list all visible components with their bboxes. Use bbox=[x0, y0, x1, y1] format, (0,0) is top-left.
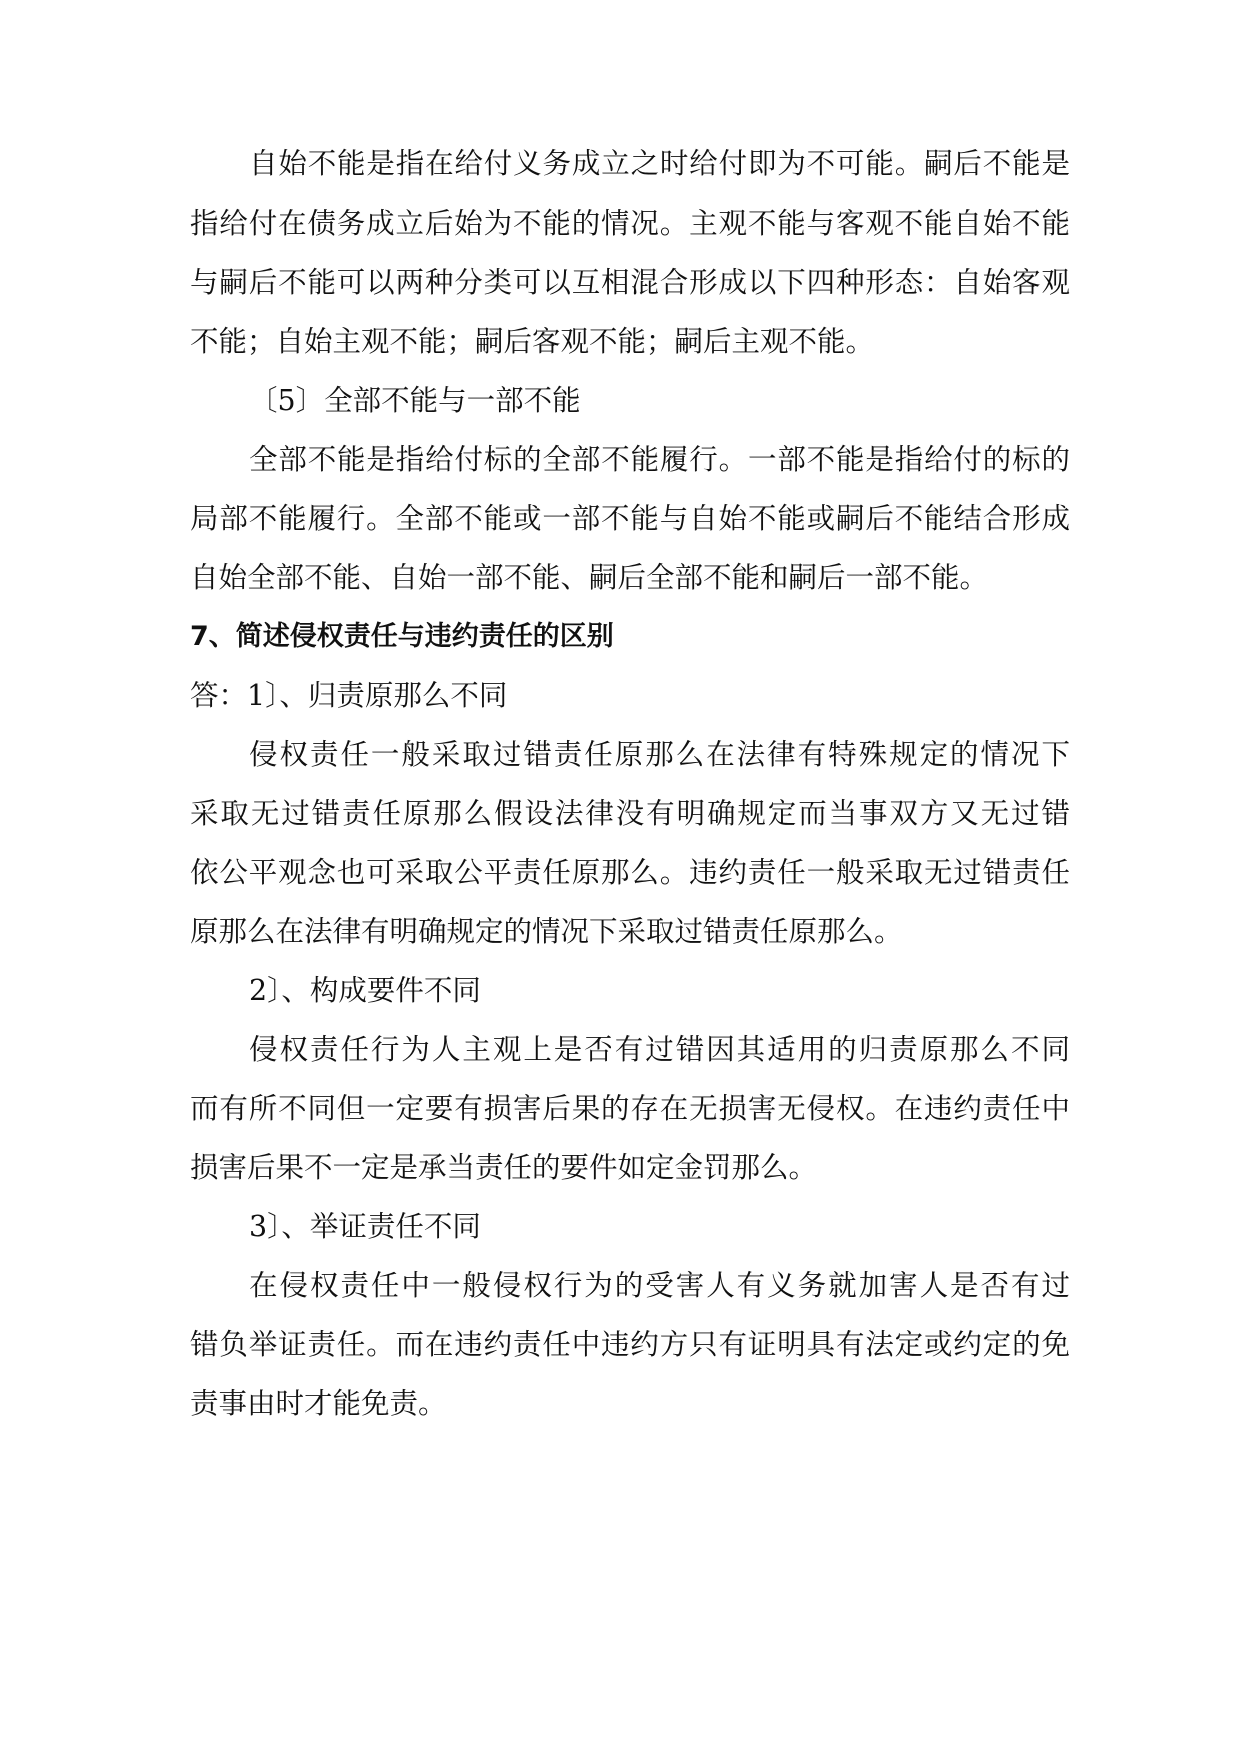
paragraph-line: 原那么在法律有明确规定的情况下采取过错责任原那么。 bbox=[190, 915, 903, 948]
paragraph-line: 指给付在债务成立后始为不能的情况。主观不能与客观不能自始不能 bbox=[190, 207, 1070, 240]
paragraph-line: 依公平观念也可采取公平责任原那么。违约责任一般采取无过错责任 bbox=[190, 856, 1070, 889]
paragraph-line: 错负举证责任。而在违约责任中违约方只有证明具有法定或约定的免 bbox=[190, 1328, 1070, 1361]
paragraph-line: 而有所不同但一定要有损害后果的存在无损害无侵权。在违约责任中 bbox=[190, 1092, 1070, 1125]
subheading: 2〕、构成要件不同 bbox=[249, 974, 481, 1007]
section-heading: 7、简述侵权责任与违约责任的区别 bbox=[190, 621, 614, 652]
paragraph-line: 全部不能是指给付标的全部不能履行。一部不能是指给付的标的 bbox=[249, 443, 1070, 476]
paragraph-line: 损害后果不一定是承当责任的要件如定金罚那么。 bbox=[190, 1151, 818, 1184]
paragraph-line: 采取无过错责任原那么假设法律没有明确规定而当事双方又无过错 bbox=[190, 797, 1070, 830]
paragraph-line: 自始全部不能、自始一部不能、嗣后全部不能和嗣后一部不能。 bbox=[190, 561, 989, 594]
subheading: 3〕、举证责任不同 bbox=[249, 1210, 481, 1243]
paragraph-line: 侵权责任一般采取过错责任原那么在法律有特殊规定的情况下 bbox=[249, 738, 1070, 771]
paragraph-line: 在侵权责任中一般侵权行为的受害人有义务就加害人是否有过 bbox=[249, 1269, 1070, 1302]
paragraph-line: 不能；自始主观不能；嗣后客观不能；嗣后主观不能。 bbox=[190, 325, 875, 358]
answer-heading: 答：1〕、归责原那么不同 bbox=[190, 679, 508, 712]
paragraph-line: 局部不能履行。全部不能或一部不能与自始不能或嗣后不能结合形成 bbox=[190, 502, 1070, 535]
paragraph-line: 自始不能是指在给付义务成立之时给付即为不可能。嗣后不能是 bbox=[249, 147, 1070, 180]
paragraph-line: 责事由时才能免责。 bbox=[190, 1387, 447, 1420]
subheading: 〔5〕全部不能与一部不能 bbox=[249, 384, 581, 417]
paragraph-line: 侵权责任行为人主观上是否有过错因其适用的归责原那么不同 bbox=[249, 1033, 1070, 1066]
paragraph-line: 与嗣后不能可以两种分类可以互相混合形成以下四种形态：自始客观 bbox=[190, 266, 1070, 299]
